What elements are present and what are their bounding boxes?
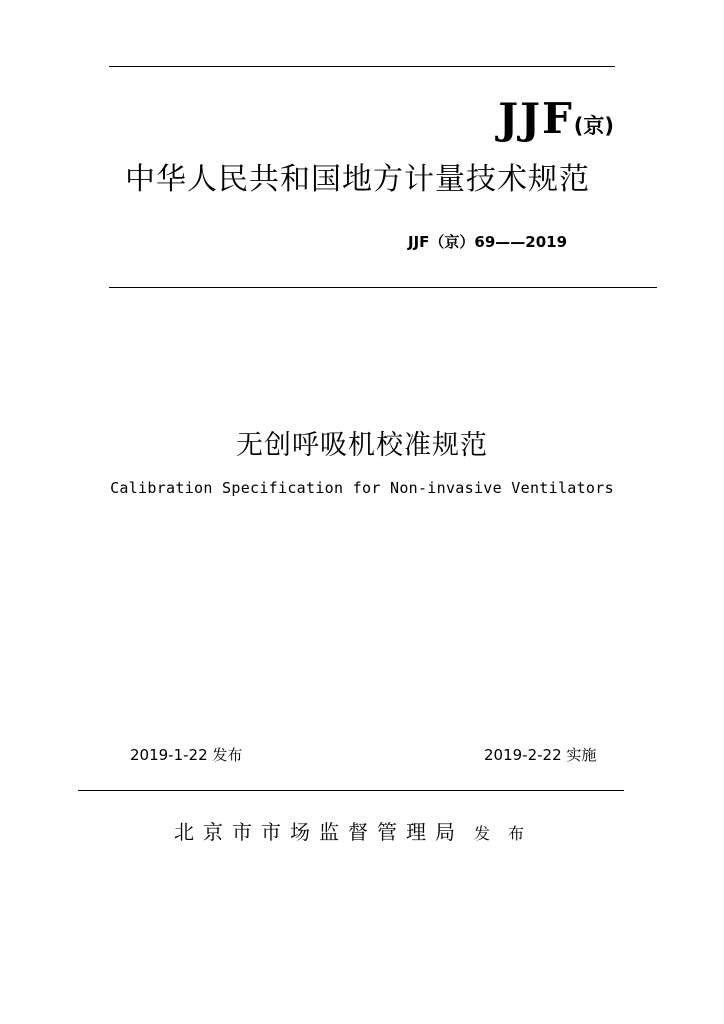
document-title-en: Calibration Specification for Non-invasive Ventilators	[110, 479, 614, 497]
category-title: 中华人民共和国地方计量技术规范	[125, 162, 590, 197]
jjf-code-mark	[498, 94, 614, 143]
header-divider	[109, 287, 657, 288]
standard-number: JJF（京）69——2019	[408, 233, 568, 251]
footer-divider	[78, 790, 624, 791]
document-title-cn: 无创呼吸机校准规范	[236, 430, 488, 461]
effective-date: 2019-2-22 实施	[484, 746, 597, 764]
jjf-code: JJF	[498, 94, 574, 143]
top-rule	[109, 66, 615, 67]
jjf-region-suffix: (京)	[573, 114, 614, 138]
issue-date: 2019-1-22 发布	[130, 746, 243, 764]
publisher-name: 北京市市场监督管理局	[174, 820, 464, 844]
publish-label: 发布	[474, 824, 543, 843]
publisher-line	[174, 816, 542, 845]
